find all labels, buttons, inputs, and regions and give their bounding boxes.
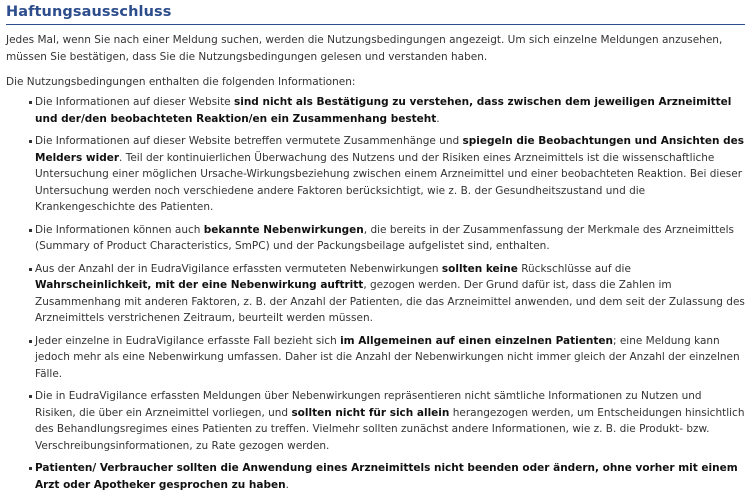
list-item: Jeder einzelne in EudraVigilance erfasste Fall bezieht sich im Allgemeinen auf einen einzelnen Patienten; eine Meldung kann jedoch mehr als eine Nebenwirkung umfassen. Daher ist die Anzahl der Nebenwirkungen nicht immer gleich der Anzahl der einzelnen Fälle. [35,333,745,383]
terms-list [0,94,745,493]
list-item: Aus der Anzahl der in EudraVigilance erfassten vermuteten Nebenwirkungen sollten keine Rückschlüsse auf die Wahrscheinlichkeit, mit der eine Nebenwirkung auftritt, gezogen werden. Der Grund dafür ist, dass die Zahlen im Zusammenhang mit anderen Faktoren, z. B. der Anzahl der Patienten, die das Arzneimittel anwenden, und dem seit der Zulassung des Arzneimittels verstrichenen Zeitraum, beurteilt werden müssen. [35,261,745,327]
page-title: Haftungsausschluss [6,4,172,20]
list-item: Die Informationen auf dieser Website betreffen vermutete Zusammenhänge und spiegeln die Beobachtungen und Ansichten des Melders wider. Teil der kontinuierlichen Überwachung des Nutzens und der Risiken eines Arzneimittels ist die wissenschaftliche Untersuchung einer möglichen Ursache-Wirkungsbeziehung zwischen einem Arzneimittel und einer beobachteten Reaktion. Bei dieser Untersuchung werden noch verschiedene andere Faktoren berücksichtigt, wie z. B. der Gesundheitszustand und die Krankengeschichte des Patienten. [35,133,745,216]
list-item: Die in EudraVigilance erfassten Meldungen über Nebenwirkungen repräsentieren nicht sämtliche Informationen zu Nutzen und Risiken, die über ein Arzneimittel vorliegen, und sollten nicht für sich allein herangezogen werden, um Entscheidungen hinsichtlich des Behandlungsregimes eines Patienten zu treffen. Vielmehr sollten zunächst andere Informationen, wie z. B. die Produkt- bzw. Verschreibungsinformationen, zu Rate gezogen werden. [35,388,745,454]
terms-lead-text: Die Nutzungsbedingungen enthalten die folgenden Informationen: [6,76,356,88]
list-item: Die Informationen können auch bekannte Nebenwirkungen, die bereits in der Zusammenfassung der Merkmale des Arzneimittels (Summary of Product Characteristics, SmPC) und der Packungsbeilage aufgelistet sind, enthalten. [35,222,745,255]
list-item: Die Informationen auf dieser Website sind nicht als Bestätigung zu verstehen, dass zwischen dem jeweiligen Arzneimittel und der/den beobachteten Reaktion/en ein Zusammenhang besteht. [35,94,745,127]
list-item: Patienten/ Verbraucher sollten die Anwendung eines Arzneimittels nicht beenden oder ändern, ohne vorher mit einem Arzt oder Apotheker gesprochen zu haben. [35,460,745,493]
intro-paragraph: Jedes Mal, wenn Sie nach einer Meldung suchen, werden die Nutzungsbedingungen angezeigt. Um sich einzelne Meldungen anzusehen, müssen Sie bestätigen, dass Sie die Nutzungsbedingungen gelesen und verstanden haben. [6,34,723,63]
title-divider [6,24,745,25]
